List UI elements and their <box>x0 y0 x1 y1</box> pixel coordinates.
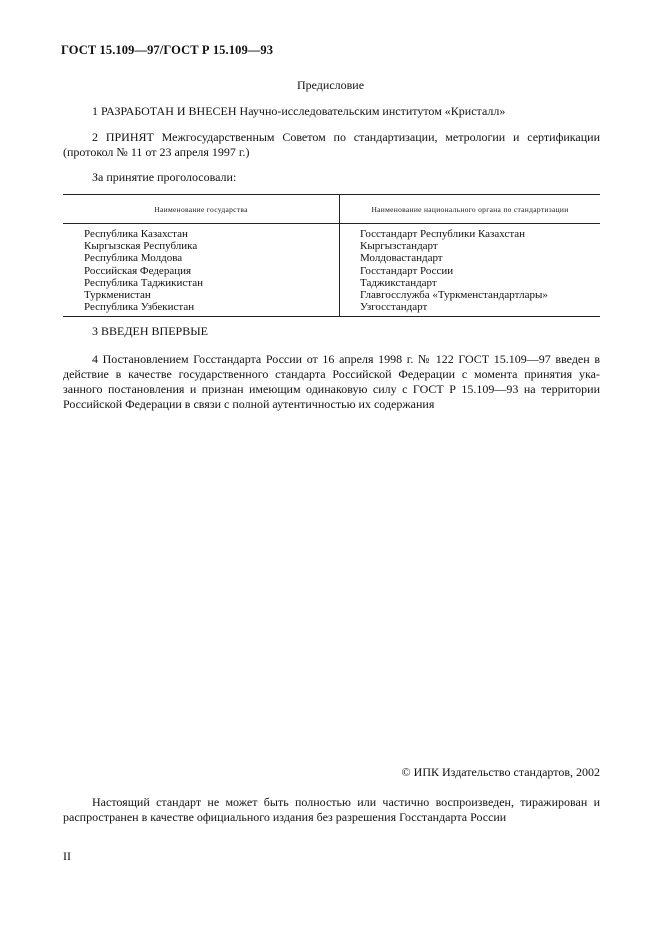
table-cell-state: Российская Федерация <box>84 264 192 277</box>
table-cell-state: Туркменистан <box>84 289 151 302</box>
table-cell-state: Республика Казахстан <box>84 228 188 240</box>
paragraph-voted: За принятие проголосовали: <box>92 170 237 184</box>
table-cell-national-body: Узгосстандарт <box>360 301 428 314</box>
paragraph-decree: 4 Постановлением Госстандарта России от 16 апреля 1998 г. № 122 ГОСТ 15.109—97 введен в действие в качестве государственного стандарта Российской Федерации с момента принятия ука-занного постановления и признан имеющим одинаковую силу с ГОСТ Р 15.109—93 на территории Российской Федерации в связи с полной аутентичностью их содержания <box>63 352 600 411</box>
paragraph-adopted: 2 ПРИНЯТ Межгосударственным Советом по стандартизации, метрологии и сертификации (протокол № 11 от 23 апреля 1997 г.) <box>63 130 600 159</box>
table-cell-state: Республика Таджикистан <box>84 276 203 289</box>
table-cell-national-body: Главгосслужба «Туркменстандартлары» <box>360 289 548 302</box>
page-title: Предисловие <box>296 78 365 92</box>
standard-code-header: ГОСТ 15.109—97/ГОСТ Р 15.109—93 <box>61 43 274 57</box>
column-header-state: Наименование государства <box>63 195 340 224</box>
table-cell-state: Кыргызская Республика <box>84 240 198 253</box>
column-header-national-body: Наименование национального органа по стандартизации <box>340 195 601 224</box>
table-cell-national-body: Таджикстандарт <box>360 276 437 289</box>
paragraph-developed: 1 РАЗРАБОТАН И ВНЕСЕН Научно-исследовательским институтом «Кристалл» <box>92 104 506 118</box>
table-cell-state: Республика Узбекистан <box>84 301 195 314</box>
reproduction-notice: Настоящий стандарт не может быть полностью или частично воспроизведен, тиражирован и распространен в качестве официального издания без разрешения Госстандарта России <box>63 795 600 824</box>
table-cell-national-body: Кыргызстандарт <box>360 240 438 253</box>
copyright-notice: © ИПК Издательство стандартов, 2002 <box>401 765 600 779</box>
table-cell-state: Республика Молдова <box>84 252 183 265</box>
table-cell-national-body: Госстандарт Республики Казахстан <box>360 228 526 240</box>
voting-table <box>63 194 600 317</box>
table-cell-national-body: Госстандарт России <box>360 264 454 277</box>
table-header-row <box>63 195 600 224</box>
page-number: II <box>63 849 71 863</box>
national-body-list-cell <box>340 224 601 317</box>
table-body-row <box>63 224 600 317</box>
state-list-cell <box>63 224 340 317</box>
table-cell-national-body: Молдовастандарт <box>360 252 443 265</box>
paragraph-introduced: 3 ВВЕДЕН ВПЕРВЫЕ <box>92 324 208 338</box>
